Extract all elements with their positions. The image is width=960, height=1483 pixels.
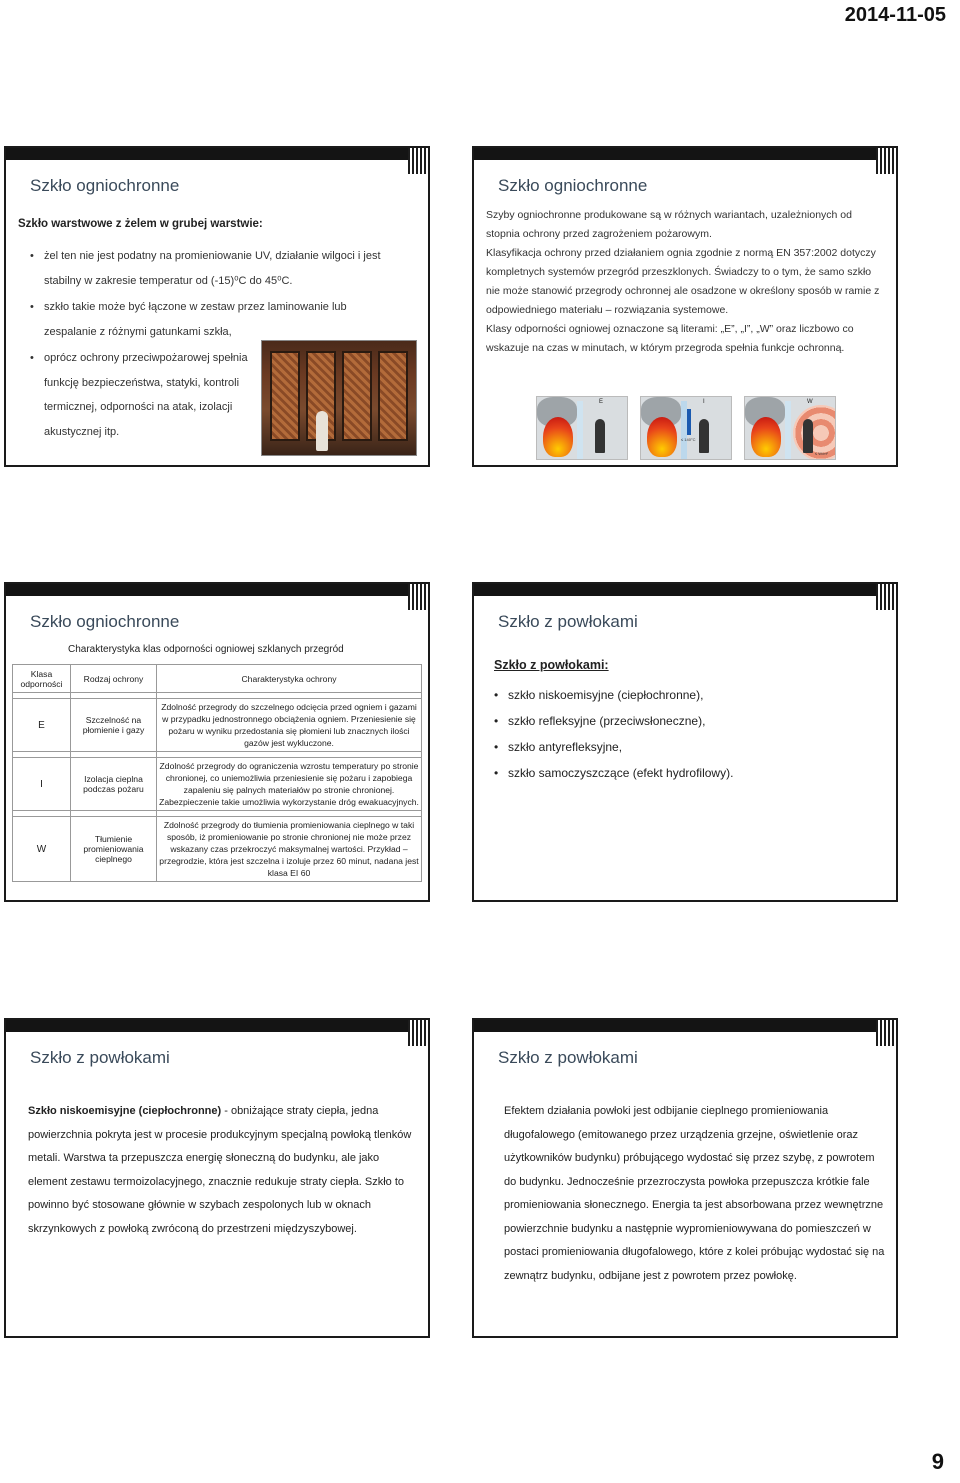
slide-corner-pattern	[408, 148, 428, 174]
bullet-item: • szkło refleksyjne (przeciwsłoneczne),	[492, 708, 733, 734]
table-cell: Tłumienie promieniowania cieplnego	[71, 817, 157, 882]
page-date: 2014-11-05	[844, 4, 946, 26]
slide-title: Szkło z powłokami	[30, 1048, 170, 1067]
page-number: 9	[931, 1449, 944, 1474]
slide-heading: Szkło z powłokami:	[494, 658, 609, 672]
slide-title: Szkło ogniochronne	[30, 612, 180, 631]
bullet-item: • żel ten nie jest podatny na promieniowanie UV, działanie wilgoci i jest stabilny w zakresie temperatur od (-15)⁰C do 45⁰C.	[28, 244, 412, 293]
slide-paragraph	[28, 1100, 420, 1241]
table-caption: Charakterystyka klas odporności ogniowej szklanych przegród	[68, 644, 344, 655]
radiation-note: ≤ W/m²	[815, 451, 828, 456]
table-cell: Zdolność przegrody do szczelnego odcięcia przed ogniem i gazami w przypadku jednostronnego obciążenia ogniem. Przeniesienie się pożaru w wyniku przedostania się płomieni lub znacznych ilości gazów jest wykluczone.	[157, 699, 422, 752]
slide-2	[472, 146, 898, 467]
table-cell: E	[13, 699, 71, 752]
table-cell: I	[13, 758, 71, 811]
bullet-item: • szkło niskoemisyjne (ciepłochronne),	[492, 682, 733, 708]
fire-glass-photo	[261, 340, 417, 456]
glass-pane	[378, 351, 408, 441]
column-header: Klasa odporności	[13, 665, 71, 693]
glass-pane	[342, 351, 372, 441]
slide-corner-pattern	[876, 148, 896, 174]
table-cell: W	[13, 817, 71, 882]
table-cell: Zdolność przegrody do ograniczenia wzrostu temperatury po stronie chronionej, co uniemożliwia przeniesienie się pożaru i zapobiega zapaleniu się palnych materiałów po stronie chronionej. Zabezpieczenie takie umożliwia wykorzystanie dróg ewakuacyjnych.	[157, 758, 422, 811]
person-icon	[803, 419, 813, 453]
glass-icon	[577, 401, 583, 459]
table-row	[13, 699, 422, 752]
slide-title: Szkło z powłokami	[498, 1048, 638, 1067]
column-header: Charakterystyka ochrony	[157, 665, 422, 693]
slide-title: Szkło z powłokami	[498, 612, 638, 631]
slide-intro: Szkło warstwowe z żelem w grubej warstwie:	[18, 218, 263, 230]
bullet-item: • szkło antyrefleksyjne,	[492, 734, 733, 760]
paragraph: Szyby ogniochronne produkowane są w różnych wariantach, uzależnionych od stopnia ochrony przed zagrożeniem pożarowym.	[486, 209, 852, 240]
class-i-icon	[640, 396, 732, 460]
temperature-note: ≤ 140°C	[681, 437, 696, 442]
class-label: E	[599, 399, 604, 405]
table-row	[13, 817, 422, 882]
table-cell: Szczelność na płomienie i gazy	[71, 699, 157, 752]
class-e-icon	[536, 396, 628, 460]
thermometer-icon	[687, 409, 691, 435]
table-header-row	[13, 665, 422, 693]
slide-5	[4, 1018, 430, 1338]
class-label: I	[703, 399, 705, 405]
slide-paragraph: Efektem działania powłoki jest odbijanie cieplnego promieniowania długofalowego (emitowanego przez urządzenia grzejne, oświetlenie oraz użytkowników budynku) próbującego wydostać się przez szybę, z powrotem do budynku. Jednocześnie przezroczysta powłoka przepuszcza krótkie fale promieniowania słonecznego. Energia ta jest absorbowana przez wewnętrzne powierzchnie budynku a następnie wypromieniowywana do pomieszczeń w postaci promieniowania długofalowego, które z kolei próbując wydostać się na zewnątrz budynku, odbijane jest z powrotem przez powłokę.	[504, 1105, 885, 1282]
slide-6	[472, 1018, 898, 1338]
slide-1	[4, 146, 430, 467]
glass-pane	[270, 351, 300, 441]
table-cell: Izolacja cieplna podczas pożaru	[71, 758, 157, 811]
paragraph: Klasy odporności ogniowej oznaczone są literami: „E”, „I”, „W” oraz liczbowo co wskazuje na czas w minutach, w którym przegroda spełnia funkcje ochronną.	[486, 323, 854, 354]
bullet-list	[492, 682, 733, 786]
class-label: W	[807, 399, 813, 405]
class-w-icon	[744, 396, 836, 460]
fire-class-table	[12, 664, 422, 882]
slide-3	[4, 582, 430, 902]
person-icon	[699, 419, 709, 453]
table-row	[13, 758, 422, 811]
slide-4	[472, 582, 898, 902]
person-icon	[595, 419, 605, 453]
slide-title: Szkło ogniochronne	[30, 176, 180, 195]
slide-paragraphs	[486, 206, 886, 358]
slide-corner-pattern	[876, 1020, 896, 1046]
paragraph: Klasyfikacja ochrony przed działaniem ognia zgodnie z normą EN 357:2002 dotyczy kompletnych systemów przegród przeszklonych. Świadczy to o tym, że samo szkło nie może stanowić przegrody ochronnej ale osadzone w określony sposób w ramie z odpowiedniego materiału – rozwiązania systemowe.	[486, 247, 880, 316]
column-header: Rodzaj ochrony	[71, 665, 157, 693]
flame-icon	[543, 417, 573, 457]
bullet-item: • szkło takie może być łączone w zestaw przez laminowanie lub zespalanie z różnymi gatunkami szkła,	[28, 295, 368, 344]
flame-icon	[647, 417, 677, 457]
lead-term: Szkło niskoemisyjne (ciepłochronne)	[28, 1105, 222, 1117]
slide-corner-pattern	[876, 584, 896, 610]
person-figure	[316, 411, 328, 451]
slide-title: Szkło ogniochronne	[498, 176, 648, 195]
glass-icon	[785, 401, 791, 459]
paragraph-text: - obniżające straty ciepła, jedna powierzchnia pokryta jest w procesie produkcyjnym specjalną powłoką tlenków metali. Warstwa ta przepuszcza energię słoneczną do budynku, ale jako element zestawu termoizolacyjnego, znacznie redukuje straty ciepła. Szkło to powinno być stosowane głównie w szybach zespolonych lub w oknach skrzynkowych z powłoką zwróconą do przestrzeni międzyszybowej.	[28, 1105, 412, 1235]
flame-icon	[751, 417, 781, 457]
bullet-item: • oprócz ochrony przeciwpożarowej spełnia funkcję bezpieczeństwa, statyki, kontroli termicznej, odporności na atak, izolacji akustycznej itp.	[28, 346, 263, 444]
slide-corner-pattern	[408, 584, 428, 610]
fire-class-icons	[536, 396, 836, 460]
bullet-item: • szkło samoczyszczące (efekt hydrofilowy).	[492, 760, 733, 786]
table-cell: Zdolność przegrody do tłumienia promieniowania cieplnego w taki sposób, iż promieniowanie po stronie chronionej nie może przez wskazany czas przekroczyć maksymalnej wartości. Przykład – przegrodzie, która jest szczelna i izoluje przez 60 minut, nadana jest klasa EI 60	[157, 817, 422, 882]
slide-corner-pattern	[408, 1020, 428, 1046]
